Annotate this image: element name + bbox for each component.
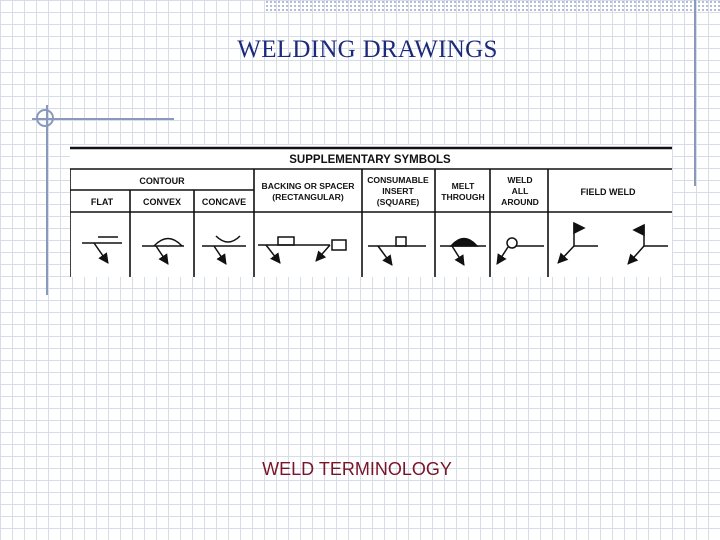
column-label-convex: CONVEX bbox=[142, 197, 182, 207]
field-weld-symbol bbox=[558, 223, 598, 263]
concave-contour-symbol bbox=[202, 236, 246, 264]
symbols-heading: SUPPLEMENTARY SYMBOLS bbox=[289, 154, 451, 166]
column-label-flat: FLAT bbox=[90, 197, 114, 207]
column-label-backing-sub: (RECTANGULAR) bbox=[272, 192, 344, 202]
footer-caption: WELD TERMINOLOGY bbox=[262, 459, 452, 479]
supplementary-symbols-figure bbox=[70, 145, 672, 277]
column-label-insert-square: (SQUARE) bbox=[376, 197, 420, 207]
convex-contour-symbol bbox=[142, 239, 184, 265]
backing-spacer-symbol bbox=[258, 237, 346, 263]
column-label-all-around: WELD bbox=[507, 175, 533, 185]
consumable-insert-symbol bbox=[368, 237, 426, 265]
decorative-circle bbox=[36, 109, 54, 127]
decorative-left-rule bbox=[46, 105, 48, 295]
column-label-insert-sub: INSERT bbox=[382, 186, 414, 196]
column-label-melt: MELT bbox=[451, 181, 475, 191]
decorative-top-band bbox=[265, 0, 720, 12]
flat-contour-symbol bbox=[82, 237, 122, 263]
column-label-all-around-sub: ALL bbox=[511, 186, 529, 196]
column-label-melt-sub: THROUGH bbox=[441, 192, 485, 202]
decorative-right-rule bbox=[694, 0, 696, 186]
column-label-backing: BACKING OR SPACER bbox=[261, 181, 355, 191]
column-label-field-weld: FIELD WELD bbox=[580, 187, 636, 197]
slide-title: WELDING DRAWINGS bbox=[237, 36, 498, 63]
column-label-concave: CONCAVE bbox=[201, 197, 247, 207]
contour-header: CONTOUR bbox=[139, 176, 185, 186]
column-label-insert: CONSUMABLE bbox=[367, 175, 429, 185]
weld-all-around-symbol bbox=[497, 238, 544, 264]
melt-through-symbol bbox=[440, 239, 486, 266]
field-weld-symbol-alt bbox=[628, 225, 668, 264]
column-label-all-around-end: AROUND bbox=[501, 197, 539, 207]
